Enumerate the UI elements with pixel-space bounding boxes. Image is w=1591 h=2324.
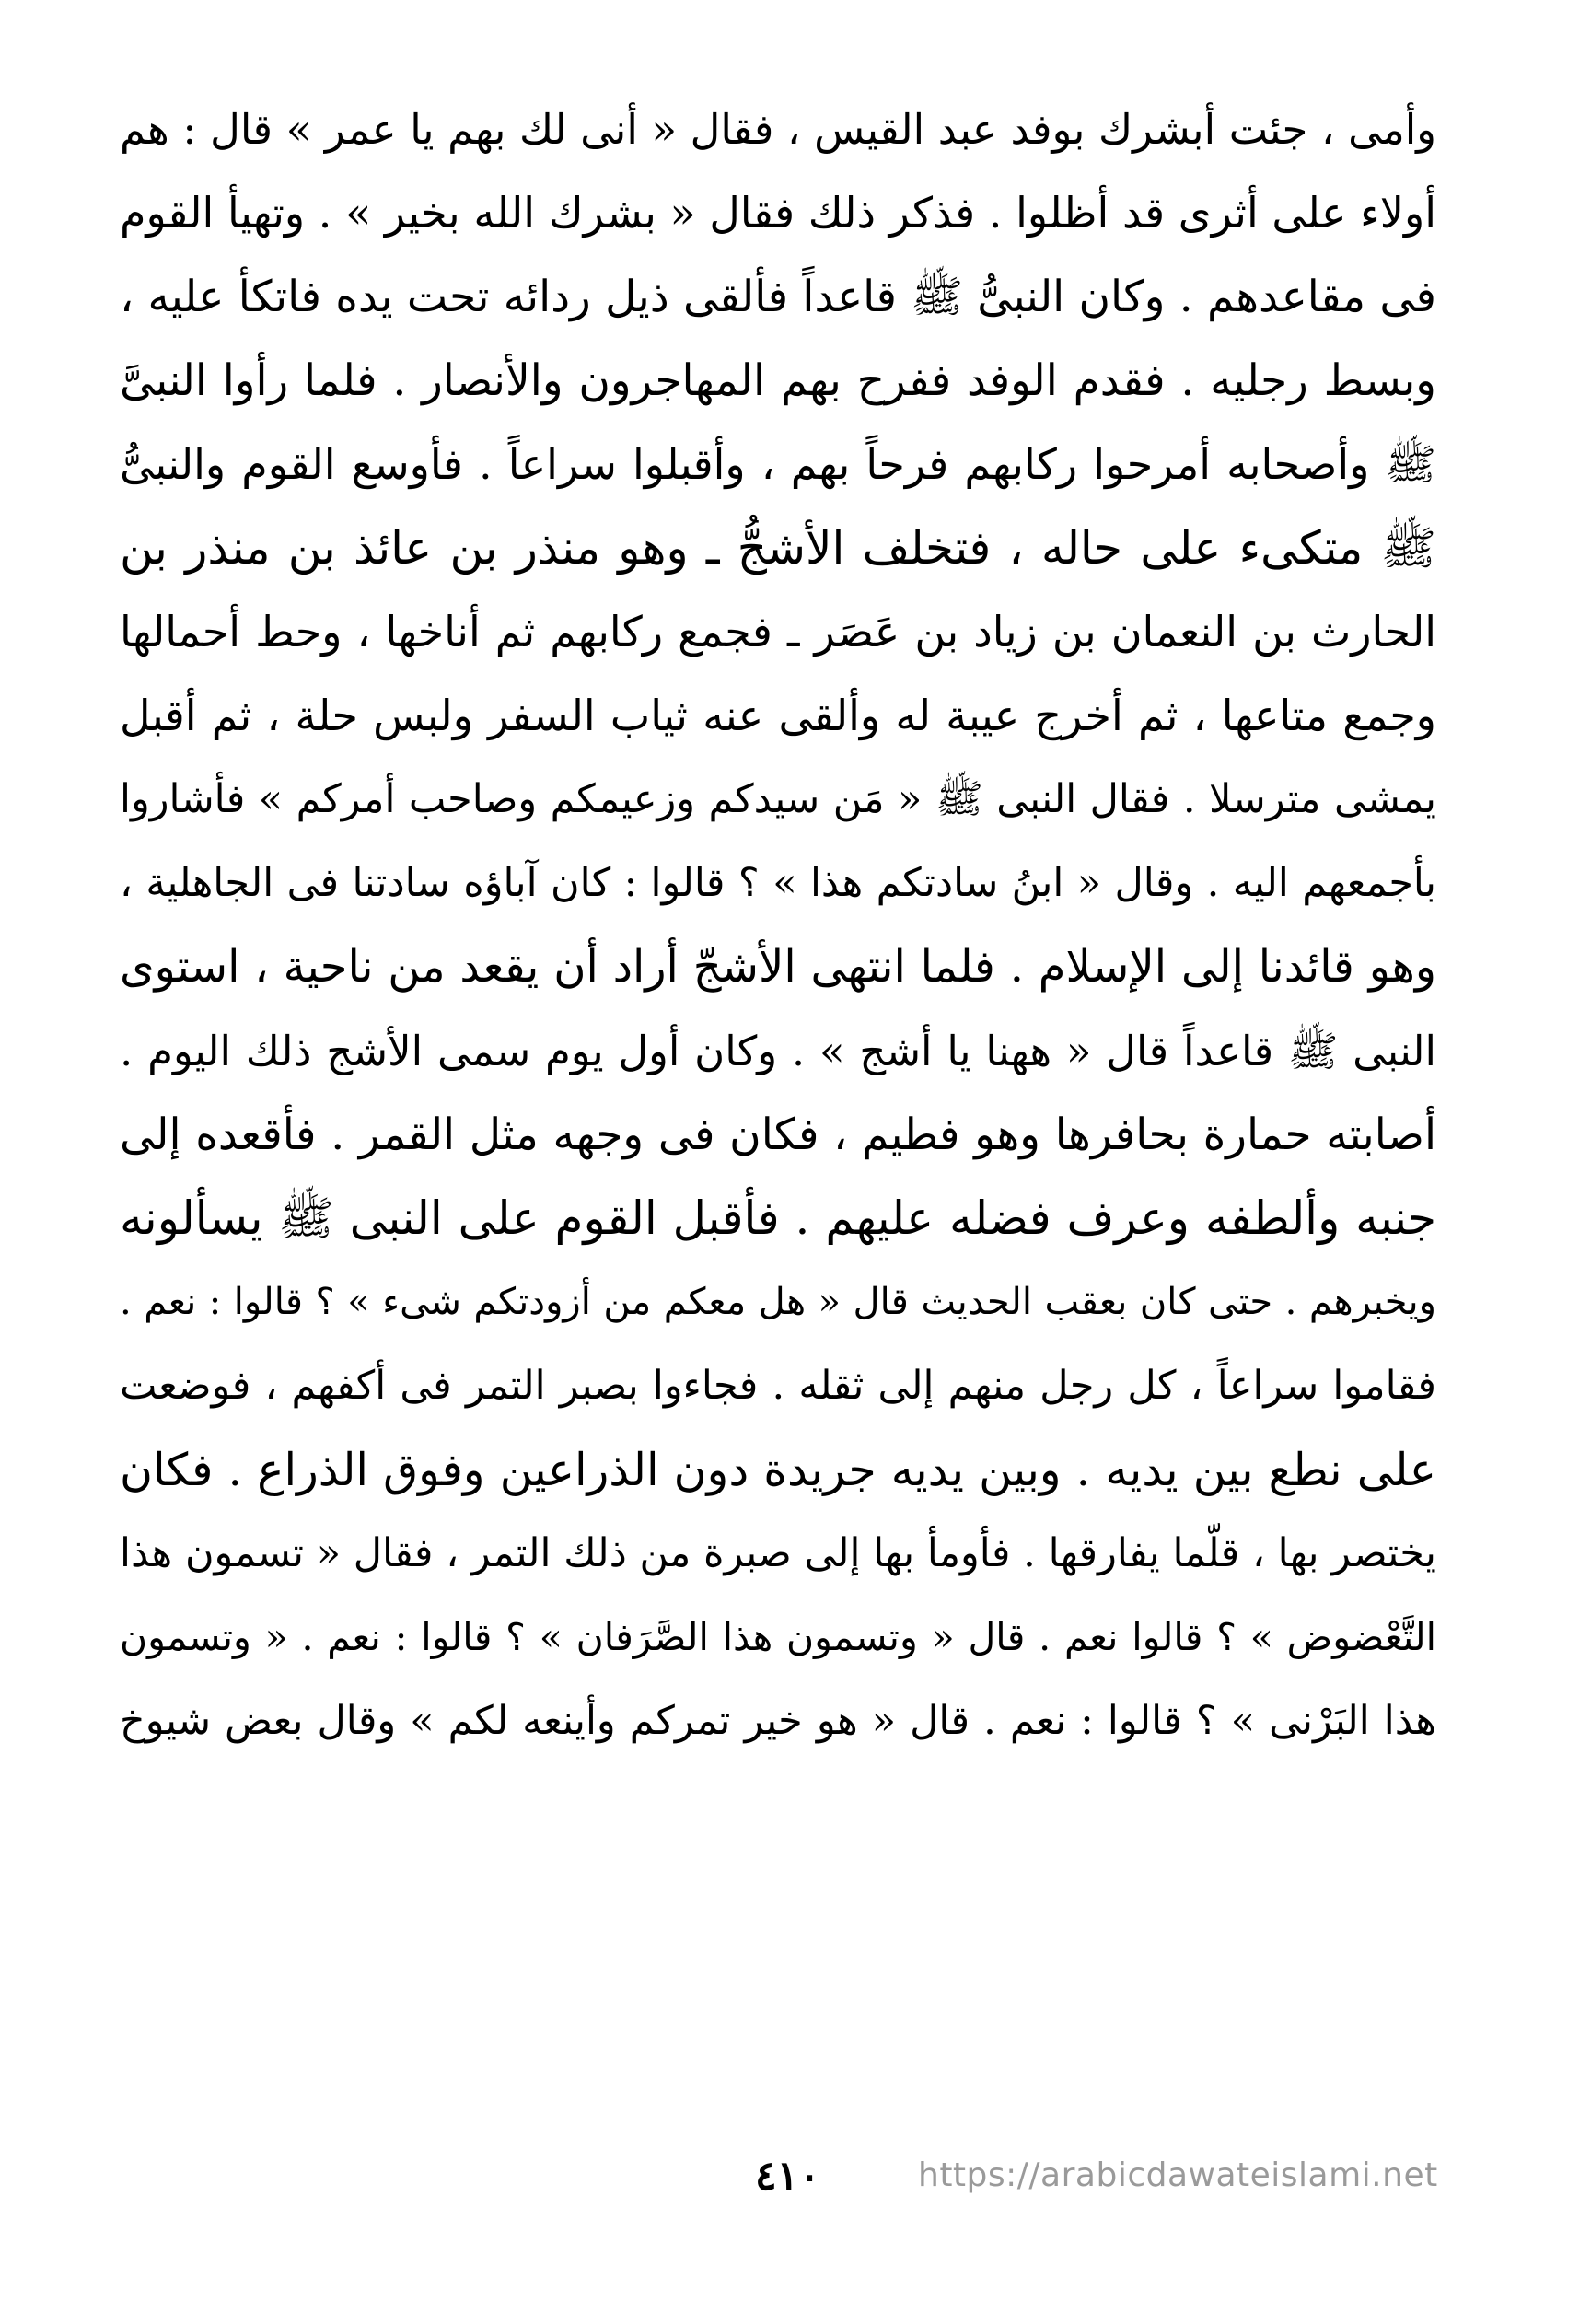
source-watermark: https://arabicdawateislami.net (918, 2156, 1438, 2194)
text-line: وهو قائدنا إلى الإسلام . فلما انتهى الأشجّ أراد أن يقعد من ناحية ، استوى (120, 941, 1436, 993)
page-footer (0, 2145, 1591, 2219)
text-line: ﷺ وأصحابه أمرحوا ركابهم فرحاً بهم ، وأقبلوا سراعاً . فأوسع القوم والنبىُّ (120, 439, 1436, 489)
text-line: جنبه وألطفه وعرف فضله عليهم . فأقبل القوم على النبى ﷺ يسألونه (120, 1191, 1436, 1245)
text-line: أصابته حمارة بحافرها وهو فطيم ، فكان فى وجهه مثل القمر . فأقعده إلى (120, 1110, 1436, 1160)
text-line: يمشى مترسلا . فقال النبى ﷺ « مَن سيدكم وزعيمكم وصاحب أمركم » فأشاروا (120, 776, 1436, 822)
page-number: ٤١٠ (755, 2153, 820, 2200)
text-line: الحارث بن النعمان بن زياد بن عَصَر ـ فجمع ركابهم ثم أناخها ، وحط أحمالها (120, 607, 1436, 657)
text-line: فى مقاعدهم . وكان النبىُّ ﷺ قاعداً فألقى ذيل ردائه تحت يده فاتكأ عليه ، (120, 272, 1436, 322)
text-line: هذا البَرْنى » ؟ قالوا : نعم . قال « هو خير تمركم وأينعه لكم » وقال بعض شيوخ (120, 1698, 1436, 1744)
text-line: يختصر بها ، قلّما يفارقها . فأومأ بها إلى صبرة من ذلك التمر ، فقال « تسمون هذا (120, 1530, 1436, 1576)
text-line: وبسط رجليه . فقدم الوفد ففرح بهم المهاجرون والأنصار . فلما رأوا النبىَّ (120, 355, 1436, 406)
text-line: بأجمعهم اليه . وقال « ابنُ سادتكم هذا » ؟ قالوا : كان آباؤه سادتنا فى الجاهلية ، (120, 860, 1436, 906)
text-line: فقاموا سراعاً ، كل رجل منهم إلى ثقله . فجاءوا بصبر التمر فى أكفهم ، فوضعت (120, 1363, 1436, 1409)
text-line: وأمى ، جئت أبشرك بوفد عبد القيس ، فقال « أنى لك بهم يا عمر » قال : هم (120, 105, 1436, 154)
text-line: وجمع متاعها ، ثم أخرج عيبة له وألقى عنه ثياب السفر ولبس حلة ، ثم أقبل (120, 691, 1436, 740)
text-line: أولاء على أثرى قد أظلوا . فذكر ذلك فقال « بشرك الله بخير » . وتهيأ القوم (120, 188, 1436, 238)
text-line: التَّعْضوض » ؟ قالوا نعم . قال « وتسمون هذا الصَّرَفان » ؟ قالوا : نعم . « وتسمون (120, 1615, 1436, 1659)
body-text (120, 87, 1436, 1763)
text-line: ويخبرهم . حتى كان بعقب الحديث قال « هل معكم من أزودتكم شىء » ؟ قالوا : نعم . (120, 1281, 1436, 1323)
text-line: ﷺ متكىء على حاله ، فتخلف الأشجُّ ـ وهو منذر بن عائذ بن منذر بن (120, 521, 1436, 575)
text-line: النبى ﷺ قاعداً قال « ههنا يا أشج » . وكان أول يوم سمى الأشج ذلك اليوم . (120, 1027, 1436, 1075)
text-line: على نطع بين يديه . وبين يديه جريدة دون الذراعين وفوق الذراع . فكان (120, 1444, 1436, 1496)
